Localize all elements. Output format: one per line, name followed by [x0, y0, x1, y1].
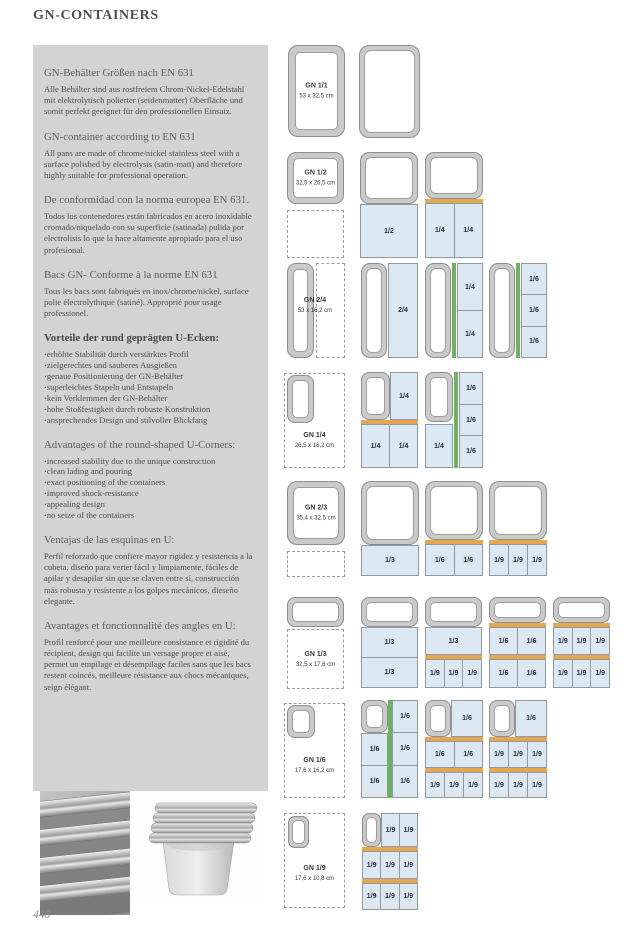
fraction-cell: 1/9 [527, 544, 547, 576]
section-heading: GN-container according to EN 631 [44, 130, 196, 143]
size-label [288, 504, 344, 523]
fraction-cell: 1/9 [380, 883, 399, 910]
fraction-cell: 1/6 [459, 435, 483, 468]
size-name: GN 2/4 [303, 297, 327, 304]
fraction-cell: 1/6 [392, 700, 418, 733]
fraction-cell: 1/6 [521, 326, 547, 358]
size-label [287, 650, 344, 669]
fraction-cell: 1/9 [380, 851, 399, 879]
pan-outline [361, 597, 418, 627]
pan-interior [366, 377, 385, 415]
fraction-grid [425, 424, 453, 468]
pan-outline [359, 45, 420, 138]
bullet-item: · erhöhte Stabilität durch verstärktes Profil [44, 349, 255, 360]
fraction-grid [425, 659, 482, 688]
fraction-grid [489, 544, 547, 576]
orange-divider-bar [553, 623, 610, 627]
fraction-grid [451, 700, 483, 737]
pan-outline [425, 597, 482, 627]
fraction-cell: 1/9 [508, 544, 528, 576]
size-name: GN 1/3 [304, 651, 327, 658]
size-dims: 26,5 x 16,2 cm [294, 442, 335, 449]
pan-outline [362, 813, 381, 847]
fraction-grid [361, 733, 388, 798]
size-label [288, 169, 343, 188]
green-divider-bar [454, 372, 458, 468]
orange-divider-bar [489, 623, 546, 627]
bullet-item: · kein Verklemmen der GN-Behälter [44, 393, 255, 404]
fraction-cell: 1/9 [527, 741, 547, 768]
fraction-cell: 1/9 [463, 772, 483, 798]
fraction-grid [388, 263, 418, 358]
fraction-cell: 1/9 [399, 813, 418, 847]
pan-outline [489, 263, 515, 358]
fraction-grid [362, 883, 418, 910]
fraction-cell: 1/9 [508, 741, 528, 768]
fraction-cell: 1/9 [462, 659, 482, 688]
size-label [290, 82, 343, 101]
pan-interior [430, 377, 448, 417]
pan-interior [366, 268, 382, 353]
fraction-cell: 2/4 [388, 263, 418, 358]
size-name: GN 1/9 [303, 865, 326, 872]
size-dims: 32,5 x 17,6 cm [295, 661, 336, 668]
stacked-pans-corner-image [40, 791, 130, 915]
fraction-grid [361, 627, 418, 688]
fraction-grid [457, 263, 483, 358]
fraction-grid [361, 545, 419, 576]
pan-interior [364, 50, 415, 133]
section-heading: Vorteile der rund geprägten U-Ecken: [44, 332, 220, 345]
bullet-item: · no seize of the containers [44, 510, 255, 521]
size-label [284, 431, 345, 450]
fraction-cell: 1/6 [521, 294, 547, 326]
pan-outline [287, 481, 345, 545]
pan-outline [361, 700, 388, 733]
fraction-cell: 1/3 [361, 545, 419, 576]
fraction-cell: 1/6 [392, 765, 418, 798]
fraction-cell: 1/6 [517, 627, 546, 655]
fraction-cell: 1/6 [489, 627, 518, 655]
size-label [284, 864, 345, 883]
pan-interior [295, 52, 338, 130]
green-divider-bar [388, 700, 392, 798]
pan-outline [489, 481, 547, 540]
fraction-cell: 1/4 [454, 203, 484, 258]
fraction-grid [360, 204, 418, 258]
size-dims: 35,4 x 32,5 cm [296, 515, 336, 522]
fraction-grid [381, 813, 418, 847]
bullet-item: · genaue Positionierung der GN-Behälter [44, 371, 255, 382]
fraction-cell: 1/6 [459, 372, 483, 405]
pan-interior [366, 817, 377, 843]
bullet-item: · hohe Stoßfestigkeit durch robuste Konstruktion [44, 404, 255, 415]
orange-divider-bar [425, 199, 483, 203]
bullet-item: · superleichtes Stapeln und Entstapeln [44, 382, 255, 393]
orange-divider-bar [425, 737, 483, 741]
dashed-placeholder [287, 210, 344, 258]
pan-interior [293, 158, 338, 198]
orange-divider-bar [489, 737, 547, 741]
bullet-item: · exact positioning of the containers [44, 477, 255, 488]
orange-divider-bar [553, 655, 610, 659]
pan-interior [494, 602, 541, 618]
fraction-cell: 1/6 [517, 659, 546, 688]
fraction-cell: 1/9 [590, 659, 610, 688]
pan-outline [360, 152, 418, 204]
section-body: Alle Behälter sind aus rostfreiem Chrom-Nickel-Edelstahl mit elektrolytisch polierter (seidenmatter) Oberfläche und somit perfekt geeignet für den professionellen Einsatz. [44, 84, 245, 117]
fraction-cell: 1/9 [553, 659, 573, 688]
fraction-grid [489, 741, 547, 768]
bullet-item: · improved shock-resistance [44, 488, 255, 499]
fraction-grid [362, 851, 418, 879]
fraction-cell: 1/3 [361, 627, 418, 658]
page-title: GN-CONTAINERS [33, 8, 159, 23]
orange-divider-bar [425, 768, 483, 772]
section-heading: Bacs GN- Conforme à la norme EN 631 [44, 268, 218, 281]
bullet-item: · clean lading and pouring [44, 466, 255, 477]
fraction-cell: 1/6 [515, 700, 547, 737]
fraction-grid [521, 263, 547, 358]
dashed-placeholder [287, 551, 345, 577]
pan-outline [361, 263, 387, 358]
bullet-item: · appealing design [44, 499, 255, 510]
section-heading: De conformidad con la norma europea EN 631. [44, 194, 250, 207]
bullet-item: · zielgerechtes und sauberes Ausgießen [44, 360, 255, 371]
fraction-grid [553, 659, 610, 688]
fraction-cell: 1/4 [457, 263, 483, 311]
size-dims: 17,6 x 16,2 cm [294, 767, 335, 774]
pan-interior [430, 602, 477, 622]
fraction-grid [489, 627, 546, 655]
fraction-grid [425, 741, 483, 768]
fraction-cell: 1/6 [521, 263, 547, 295]
orange-divider-bar [361, 420, 418, 424]
fraction-cell: 1/9 [362, 883, 381, 910]
stacked-pans-image [133, 791, 264, 904]
fraction-grid [553, 627, 610, 655]
pan-interior [558, 602, 605, 618]
fraction-cell: 1/6 [361, 733, 388, 766]
fraction-cell: 1/9 [508, 772, 528, 798]
fraction-grid [361, 424, 418, 468]
pan-outline [489, 700, 515, 737]
size-name: GN 2/3 [304, 504, 328, 512]
pan-interior [430, 486, 478, 535]
fraction-cell: 1/9 [489, 772, 509, 798]
pan-interior [292, 820, 305, 844]
fraction-cell: 1/9 [399, 883, 418, 910]
fraction-cell: 1/9 [444, 659, 464, 688]
pan-outline [489, 597, 546, 623]
fraction-cell: 1/9 [425, 772, 445, 798]
size-dims: 53 x 16,2 cm [297, 307, 333, 314]
fraction-cell: 1/4 [390, 372, 418, 420]
fraction-cell: 1/9 [572, 659, 592, 688]
fraction-cell: 1/6 [451, 700, 483, 737]
pan-interior [292, 602, 339, 622]
fraction-cell: 1/6 [454, 544, 484, 576]
green-divider-bar [516, 263, 520, 358]
section-body: Tous les bacs sont fabriqués en inox/chrome/nickel, surface polie électrolythique (satiné). Approprié pour usage professionel. [44, 285, 249, 319]
fraction-grid [425, 544, 483, 576]
fraction-cell: 1/4 [425, 203, 455, 258]
pan-interior [292, 380, 309, 418]
pan-outline [287, 152, 344, 204]
fraction-grid [392, 700, 418, 798]
fraction-grid [489, 772, 547, 798]
pan-interior [494, 705, 510, 732]
pan-interior [430, 705, 446, 732]
fraction-cell: 1/3 [361, 657, 418, 688]
size-name: GN 1/6 [303, 757, 326, 764]
pan-interior [293, 487, 339, 539]
fraction-cell: 1/9 [489, 741, 509, 768]
pan-outline [287, 705, 315, 738]
section-heading: Advantages of the round-shaped U-Corners: [44, 438, 236, 451]
fraction-cell: 1/9 [590, 627, 610, 655]
fraction-cell: 1/3 [425, 627, 482, 655]
bullet-item: · ansprechendes Design und stilvoller Blickfang [44, 415, 255, 426]
section-body: Profil renforcé pour une meilleure consistance et rigidité du récipient, design qui facilite un versage propre et aisé, permet un empilage et désempilage faciles sans que les bacs restent coincés, meilleure résistance aux chocs mécaniques, seign élégant. [44, 636, 251, 692]
fraction-cell: 1/9 [381, 813, 400, 847]
size-name: GN 1/1 [305, 82, 328, 90]
section-heading: Ventajas de las esquinas en U: [44, 534, 175, 547]
size-label [283, 296, 347, 315]
fraction-cell: 1/6 [361, 765, 388, 798]
fraction-grid [515, 700, 547, 737]
section-body: Todos los contenedores están fabricados en acero inoxidable cromado/niquelado con su superficie (satinada) pulida por electrolisis lo que la hace altamente apropiado para el uso profesional. [44, 211, 252, 255]
size-dims: 17,6 x 10,8 cm [294, 875, 335, 882]
orange-divider-bar [425, 540, 483, 544]
pan-interior [430, 157, 478, 194]
fraction-cell: 1/6 [454, 741, 484, 768]
section-heading: GN-Behälter Größen nach EN 631 [44, 67, 194, 79]
pan-outline [287, 597, 344, 627]
size-dims: 53 x 32,5 cm [299, 93, 334, 100]
pan-outline [553, 597, 610, 623]
pan-outline [288, 45, 345, 137]
fraction-cell: 1/9 [362, 851, 381, 879]
pan-interior [366, 705, 383, 728]
fraction-cell: 1/4 [389, 424, 418, 468]
pan-outline [288, 816, 309, 848]
size-label [284, 756, 345, 775]
orange-divider-bar [489, 655, 546, 659]
fraction-cell: 1/6 [489, 659, 518, 688]
fraction-grid [425, 772, 483, 798]
pan-outline [425, 152, 483, 199]
fraction-cell: 1/6 [459, 404, 483, 437]
section-body: Perfil reforzado que confiere mayor rigidez y resistencia a la cubeta, diseño para verter fácil y limpiamente, fáciles de apilar y desapilar sin que se claven entre sí, construcción más robusta y resistente a los golpes mecánicos, dieseño elegante. [44, 551, 253, 606]
fraction-cell: 1/6 [392, 732, 418, 765]
bullet-item: · increased stability due to the unique construction [44, 456, 255, 467]
size-name: GN 1/4 [303, 432, 326, 439]
fraction-grid [425, 203, 483, 258]
size-dims: 32,5 x 26,5 cm [295, 180, 336, 187]
photo-stacked-pans-corner [40, 791, 130, 915]
orange-divider-bar [489, 540, 547, 544]
pan-outline [361, 372, 390, 420]
pan-interior [494, 268, 510, 353]
fraction-grid [390, 372, 418, 420]
section-heading: Avantages et fonctionnalité des angles en U: [44, 619, 236, 632]
green-divider-bar [452, 263, 456, 358]
orange-divider-bar [425, 655, 482, 659]
photo-stacked-pans [133, 791, 264, 904]
fraction-cell: 1/9 [553, 627, 573, 655]
pan-outline [425, 263, 451, 358]
fraction-cell: 1/4 [457, 310, 483, 358]
pan-interior [366, 602, 413, 622]
fraction-grid [425, 627, 482, 655]
fraction-cell: 1/6 [425, 544, 455, 576]
fraction-grid [459, 372, 483, 468]
fraction-cell: 1/4 [425, 424, 453, 468]
pan-outline [361, 481, 419, 545]
fraction-cell: 1/6 [425, 741, 455, 768]
pan-interior [430, 268, 446, 353]
pan-outline [425, 372, 453, 422]
pan-interior [494, 486, 542, 535]
pan-outline [287, 375, 314, 423]
fraction-cell: 1/2 [360, 204, 418, 258]
pan-interior [365, 157, 413, 199]
pan-interior [292, 710, 310, 733]
pan-outline [425, 481, 483, 540]
fraction-cell: 1/4 [361, 424, 390, 468]
size-name: GN 1/2 [304, 169, 327, 177]
fraction-cell: 1/9 [527, 772, 547, 798]
pan-outline [425, 700, 451, 737]
page-number: 448 [33, 909, 51, 921]
orange-divider-bar [362, 879, 418, 883]
section-body: All pans are made of chrome/nickel stainless steel with a surface polished by electrolysis (satin-matt) and therefore highly suitable for professional operation. [44, 147, 243, 180]
fraction-cell: 1/9 [572, 627, 592, 655]
fraction-cell: 1/9 [399, 851, 418, 879]
fraction-cell: 1/9 [444, 772, 464, 798]
orange-divider-bar [489, 768, 547, 772]
fraction-cell: 1/9 [489, 544, 509, 576]
pan-interior [366, 486, 414, 540]
fraction-grid [489, 659, 546, 688]
orange-divider-bar [362, 847, 418, 851]
fraction-cell: 1/9 [425, 659, 445, 688]
